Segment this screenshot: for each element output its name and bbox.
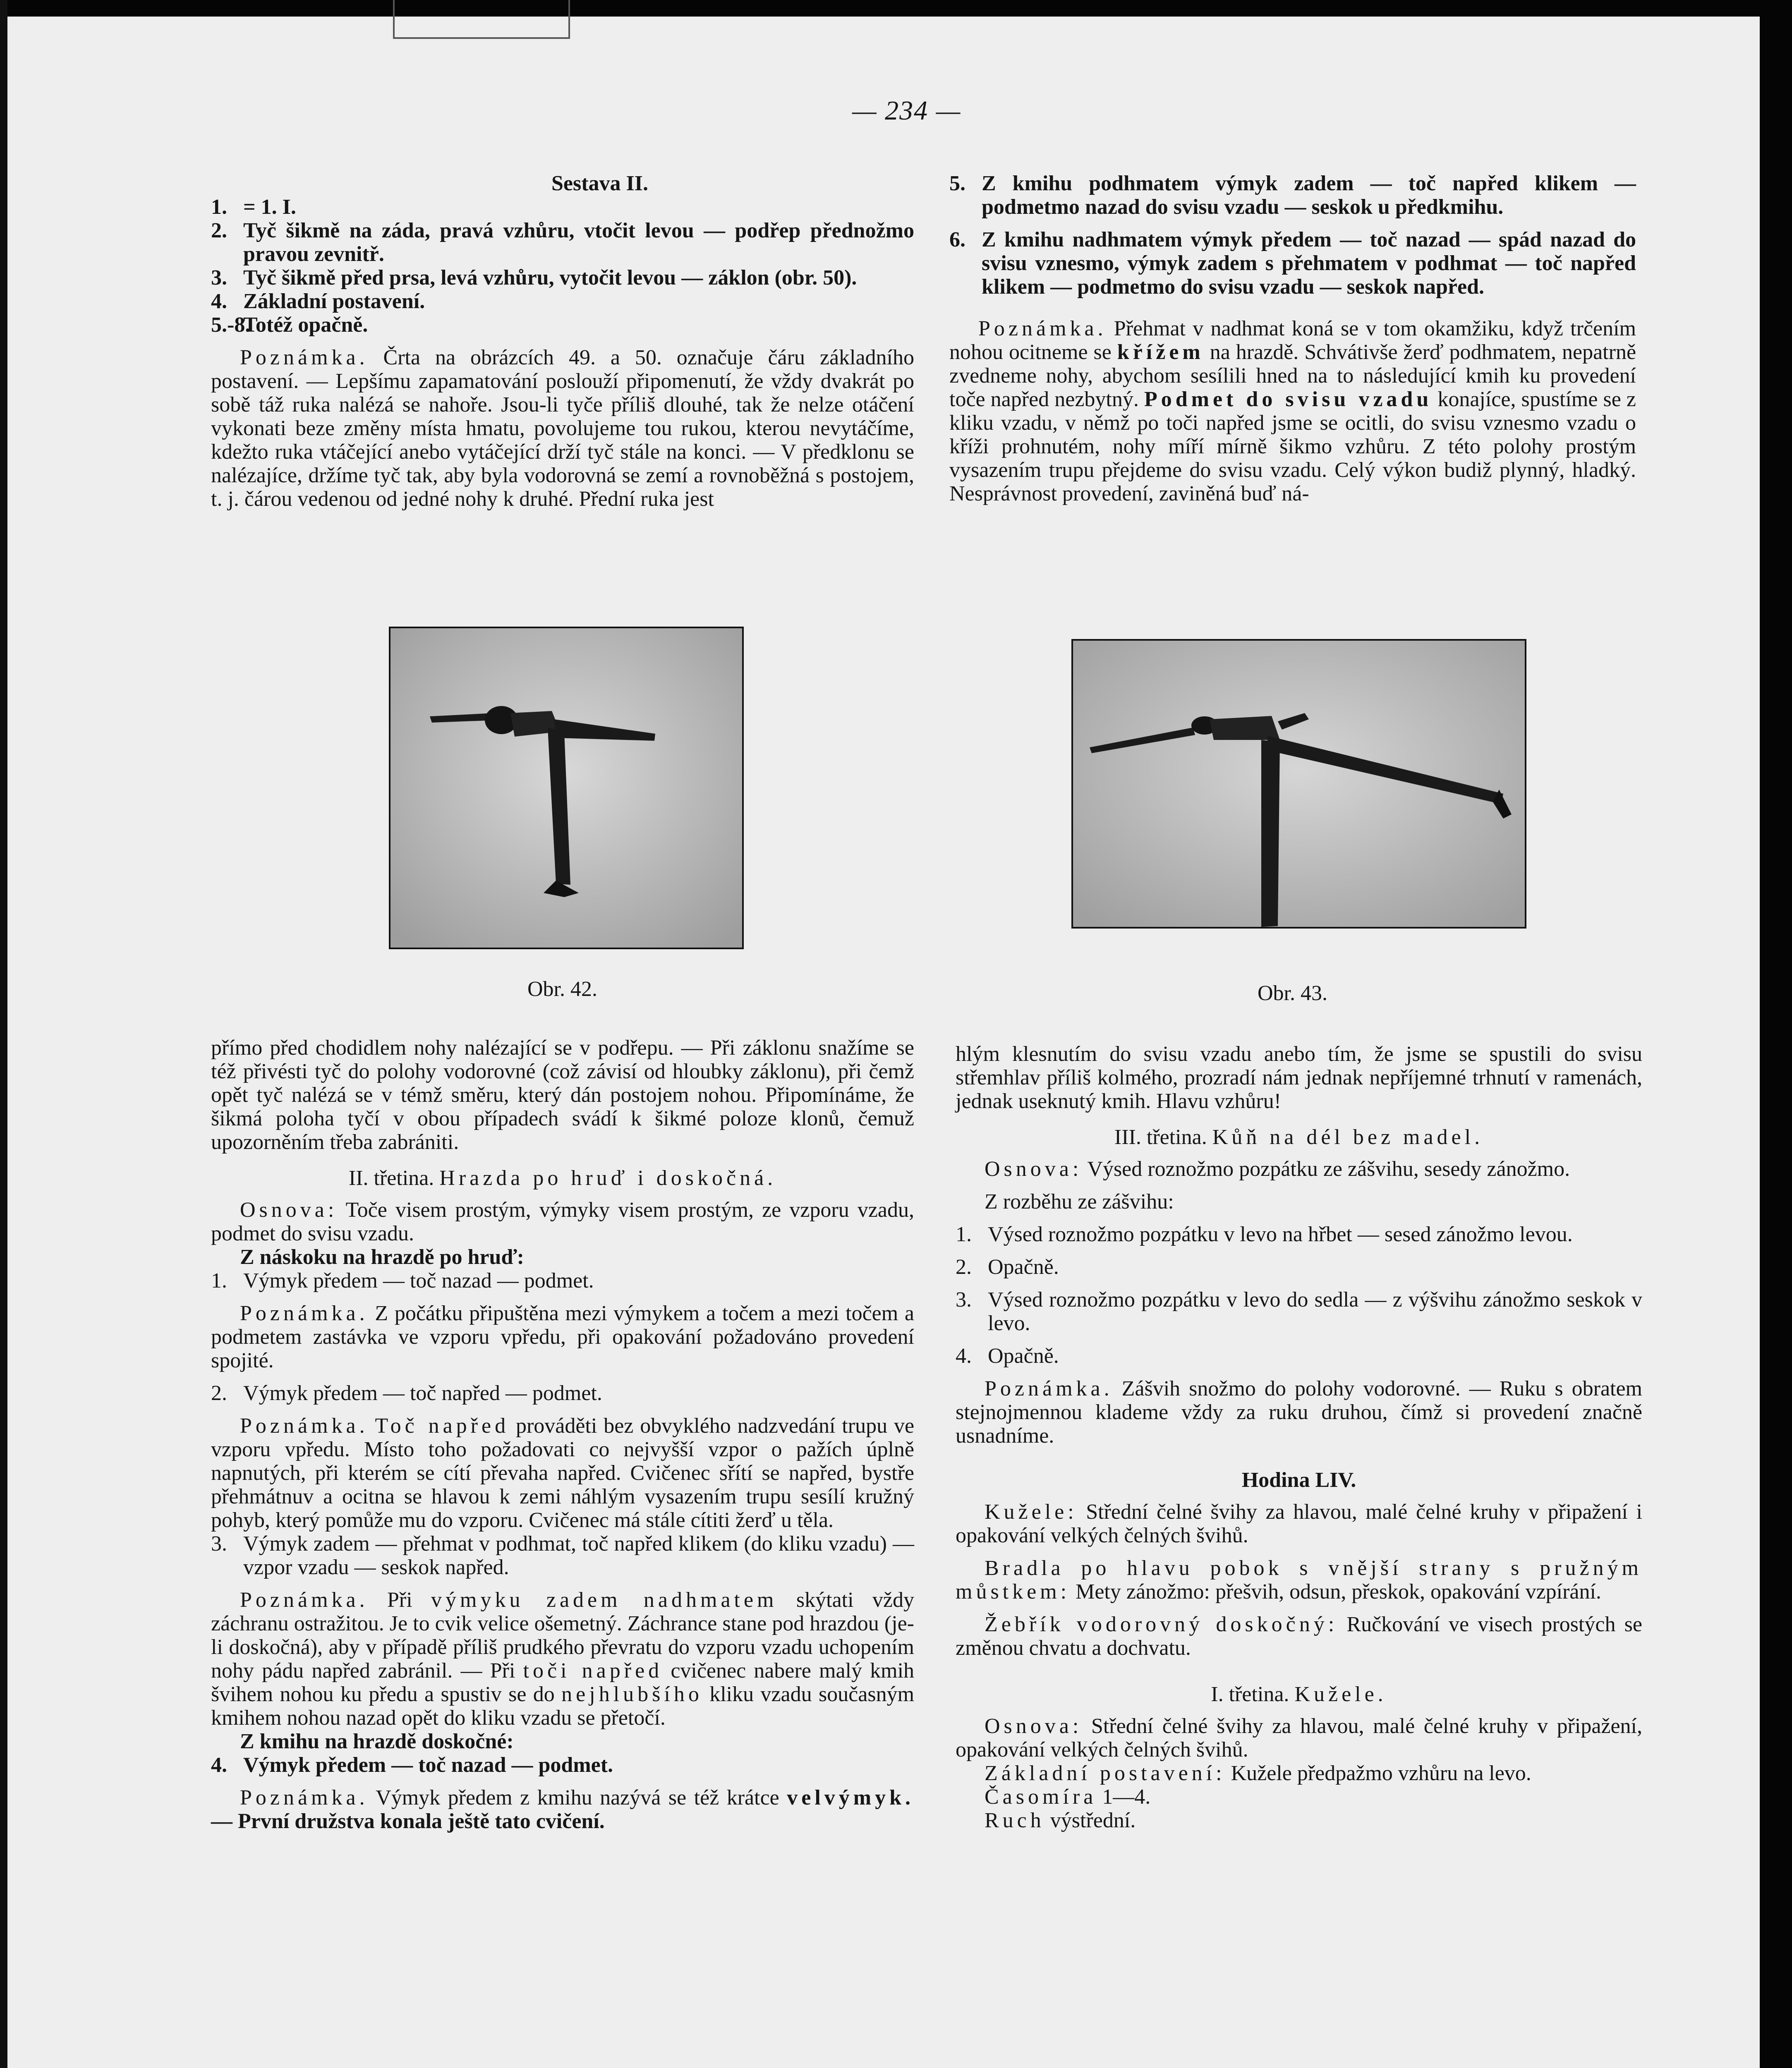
item-text: Výsed roznožmo pozpátku v levo na hřbet — sesed zánožmo levou. (988, 1223, 1573, 1246)
section-heading (211, 1166, 914, 1190)
osnova-paragraph (211, 1198, 914, 1245)
item-num: 5.-8. (211, 313, 251, 337)
item-num: 4. (956, 1344, 972, 1368)
item-text: Základní postavení. (243, 290, 425, 313)
note-text: prováděti bez obvyklého nadzvedání trupu ve vzporu vpředu. Místo toho požadovati co nejvyšší vzpor o pažích úplně napnutých, při kterém se cítí převaha napřed. Cvičenec sřítí se napřed, bystře přehmátnuv a ocitna se hlavou k zemi náhlým vysazením trupu sesílí kružný pohyb, který pomůže mu do vzporu. Cvičenec má stále cítiti žerď u těla. (211, 1414, 915, 1532)
note-paragraph (211, 1588, 914, 1730)
gymnast-figure-43 (1073, 641, 1525, 927)
note-paragraph (211, 346, 914, 511)
casomira-line (956, 1785, 1642, 1809)
lesson-item-label: Bradla po hlavu pobok s vnější strany s pružným můstkem: (956, 1556, 1642, 1604)
zaklad-text: Kužele předpažmo vzhůru na levo. (1231, 1762, 1531, 1785)
osnova-label: Osnova: (240, 1198, 338, 1222)
list-item (949, 228, 1636, 299)
item-num: 2. (211, 1381, 227, 1405)
section-title: Hrazda po hruď i doskočná. (439, 1166, 777, 1190)
lesson-title: Hodina LIV. (1241, 1468, 1356, 1492)
ruch-label: Ruch (985, 1809, 1045, 1832)
note-text: Črta na obrázcích 49. a 50. označuje čáru základního postavení. — Lepšímu zapamatování poslouží připomenutí, že vždy dvakrát po sobě táž ruka nalézá se nahoře. Jsou-li tyče příliš dlouhé, tak že nelze otáčení vykonati beze změny místa hmatu, povolujeme tou rukou, kterou nevytáčíme, kdežto ruka vtáčející anebo vytáčející drží tyč stále na konci. — V předklonu se nalézajíce, držíme tyč tak, aby byla vodorovná se zemí a rovnoběžná s postojem, t. j. čárou vedenou od jedné nohy k druhé. Přední ruka jest (211, 346, 915, 511)
note-text: Výmyk předem z kmihu nazývá se též krátce (376, 1786, 779, 1810)
figure-43-caption: Obr. 43. (1258, 981, 1327, 1005)
zaklad-paragraph (956, 1762, 1642, 1785)
osnova-text: Toče visem prostým, výmyky visem prostým, ze vzporu vzadu, podmet do svisu vzadu. (211, 1198, 914, 1245)
left-bottom-column (211, 1036, 914, 1833)
section-title-sestava: Sestava II. (551, 172, 649, 195)
scan-border-top (0, 0, 1792, 17)
item-text: Výmyk předem — toč nazad — podmet. (243, 1269, 594, 1292)
list-item (949, 172, 1636, 219)
note-emphasis: toči napřed (523, 1659, 663, 1683)
list-item (211, 313, 914, 337)
item-text: Tyč šikmě před prsa, levá vzhůru, vytočit levou — záklon (obr. 50). (243, 266, 857, 290)
note-text: Při (387, 1588, 412, 1612)
subheading: Z rozběhu ze zášvihu: (985, 1190, 1174, 1214)
section-heading (956, 1683, 1642, 1706)
osnova-label: Osnova: (985, 1157, 1083, 1181)
lesson-item-text: Ručkování ve visech prostých se změnou chvatu a dochvatu. (956, 1613, 1642, 1660)
note-text: skýtati vždy záchranu ostražitou. Je to cvik velice ošemetný. Záchrance stane pod hrazdou (je-li doskočná), aby v případě příliš prudkého převratu do vzporu vzadu uchopením nohy pádu napřed zabránil. — Při (211, 1588, 915, 1683)
item-text: Opačně. (988, 1344, 1059, 1368)
note-paragraph (211, 1302, 914, 1372)
item-text: Z kmihu nadhmatem výmyk předem — toč nazad — spád nazad do svisu vznesmo, výmyk zadem s přehmatem v podhmat — toč napřed klikem — podmetmo do svisu vzadu — seskok napřed. (982, 228, 1636, 299)
note-label: Poznámka. (240, 1302, 369, 1325)
lesson-item-text: Mety zánožmo: přešvih, odsun, přeskok, opakování vzpírání. (1076, 1580, 1601, 1604)
section-prefix: III. třetina. (1114, 1125, 1207, 1149)
section-title: Kužele. (1294, 1683, 1387, 1706)
figure-42-caption: Obr. 42. (527, 977, 597, 1001)
note-text: Přehmat v nadhmat koná se v tom okamžiku, když trčením nohou ocitneme se (949, 317, 1636, 364)
note-emphasis: velvýmyk. (787, 1786, 914, 1810)
note-emphasis: křížem (1117, 340, 1204, 364)
osnova-paragraph (956, 1157, 1642, 1181)
list-item (211, 195, 914, 219)
note-text: Z počátku připuštěna mezi výmykem a točem a mezi točem a podmetem zastávka ve vzporu vpředu, při opakování požadováno provedení spojité. (211, 1302, 915, 1372)
lesson-item (956, 1613, 1642, 1660)
note-text: kliku vzadu současným kmihem nohou nazad opět do kliku vzadu se přetočí. (211, 1683, 915, 1730)
note-emphasis: Podmet do svisu vzadu (1144, 388, 1433, 411)
item-text: Z kmihu podhmatem výmyk zadem — toč napřed klikem — podmetmo nazad do svisu vzadu — seskok u předkmihu. (982, 172, 1636, 219)
lesson-item-label: Kužele: (985, 1500, 1078, 1524)
exercise-item (211, 1381, 914, 1405)
exercise-item (956, 1223, 1642, 1246)
osnova-label: Osnova: (985, 1714, 1083, 1738)
item-text: Tyč šikmě na záda, pravá vzhůru, vtočit levou — podřep přednožmo pravou zevnitř. (243, 219, 914, 266)
page-number: — 234 — (852, 96, 961, 126)
note-text: Zášvih snožmo do polohy vodorovné. — Ruku s obratem stejnojmennou klademe vždy za ruku druhou, čímž si provedení značně usnadníme. (956, 1377, 1642, 1448)
item-text: Totéž opačně. (243, 313, 368, 337)
item-num: 2. (956, 1255, 972, 1279)
list-item (211, 219, 914, 266)
item-text: = 1. I. (243, 195, 296, 219)
note-label: Poznámka. (240, 1786, 369, 1810)
figure-43-photo (1071, 639, 1526, 929)
note-text: na hrazdě. Schvátivše žerď podhmatem, nepatrně zvedneme nohy, abychom sesílili hned na to následující kmih ku provedení toče napřed nezbytný. (949, 340, 1636, 411)
note-text: — První družstva konala ještě tato cvičení. (211, 1810, 605, 1833)
note-text: konajíce, spustíme se z kliku vzadu, v němž po toči napřed jsme se ocitli, do svisu vznesmo vzadu o kříži prohnutém, nohy míří mírně šikmo vzhůru. Z této polohy prostým vysazením trupu přejdeme do svisu vzadu. Celý výkon budiž plynný, hladký. Nesprávnost provedení, zaviněná buď ná- (949, 388, 1636, 505)
item-text: Výmyk zadem — přehmat v podhmat, toč napřed klikem (do kliku vzadu) — vzpor vzadu — seskok napřed. (243, 1532, 914, 1579)
item-num: 2. (211, 219, 227, 242)
lesson-item (956, 1500, 1642, 1547)
item-text: Výmyk předem — toč napřed — podmet. (243, 1381, 602, 1405)
exercise-item (956, 1288, 1642, 1335)
item-num: 5. (949, 172, 965, 195)
scan-border-right (1760, 0, 1792, 2068)
item-num: 3. (211, 266, 227, 290)
exercise-item (956, 1344, 1642, 1368)
item-num: 1. (211, 1269, 227, 1292)
lesson-item-label: Žebřík vodorovný doskočný: (985, 1613, 1338, 1636)
list-item (211, 266, 914, 290)
casomira-text: 1—4. (1102, 1785, 1151, 1809)
scan-mark (393, 0, 570, 39)
item-num: 6. (949, 228, 965, 251)
lesson-item (956, 1556, 1642, 1604)
note-paragraph (211, 1786, 914, 1833)
continuation-paragraph: přímo před chodidlem nohy nalézající se v podřepu. — Při záklonu snažíme se též přivésti tyč do polohy vodorovné (což závisí od hloubky záklonu), při čemž opět tyč nalézá se v témž směru, který dán postojem nohou. Připomínáme, že šikmá poloha tyčí v obou případech svádí k šikmé poloze klonů, čemuž upozorněním třeba zabrániti. (211, 1036, 914, 1154)
ruch-line (956, 1809, 1642, 1832)
item-num: 4. (211, 290, 227, 313)
note-emphasis: nejhlubšího (561, 1683, 703, 1706)
item-text: Výsed roznožmo pozpátku v levo do sedla — z výšvihu zánožmo seskok v levo. (988, 1288, 1642, 1335)
exercise-item (956, 1255, 1642, 1279)
scan-border-left (0, 0, 7, 2068)
exercise-item (211, 1532, 914, 1579)
section-title: Kůň na dél bez madel. (1212, 1125, 1484, 1149)
note-label: Poznámka. (978, 317, 1107, 340)
figure-42-photo (389, 627, 744, 949)
item-num: 1. (211, 195, 227, 219)
section-heading (956, 1125, 1642, 1149)
note-emphasis: výmyku zadem nadhmatem (431, 1588, 778, 1612)
note-label: Poznámka. (240, 346, 369, 369)
subheading: Z kmihu na hrazdě doskočné: (240, 1730, 514, 1753)
exercise-item (211, 1269, 914, 1292)
exercise-item (211, 1753, 914, 1777)
continuation-paragraph: hlým klesnutím do svisu vzadu anebo tím, že jsme se spustili do svisu střemhlav příliš kolmého, prozradí nám jednak nepříjemné trhnutí v ramenách, jednak useknutý kmih. Hlavu vzhůru! (956, 1042, 1642, 1113)
gymnast-figure-42 (391, 628, 742, 948)
subheading: Z náskoku na hrazdě po hruď: (240, 1245, 524, 1269)
note-text: cvičenec nabere malý kmih švihem nohou ku předu a spustiv se do (211, 1659, 915, 1706)
note-label: Poznámka. (240, 1588, 369, 1612)
lesson-item-text: Střední čelné švihy za hlavou, malé čelné kruhy v připažení i opakování velkých čelných švihů. (956, 1500, 1643, 1547)
osnova-paragraph (956, 1714, 1642, 1762)
item-num: 4. (211, 1753, 227, 1777)
left-top-column (211, 172, 914, 511)
item-text: Výmyk předem — toč nazad — podmet. (243, 1753, 613, 1777)
note-paragraph (211, 1414, 914, 1532)
section-prefix: II. třetina. (348, 1166, 434, 1190)
section-prefix: I. třetina. (1211, 1683, 1289, 1706)
zaklad-label: Základní postavení: (985, 1762, 1226, 1785)
item-num: 3. (956, 1288, 972, 1312)
note-paragraph (956, 1377, 1642, 1448)
item-text: Opačně. (988, 1255, 1059, 1279)
casomira-label: Časomíra (985, 1785, 1097, 1809)
note-label: Poznámka. (985, 1377, 1113, 1400)
note-label: Poznámka. (240, 1414, 369, 1438)
item-num: 3. (211, 1532, 227, 1556)
right-bottom-column (956, 1042, 1642, 1832)
osnova-text: Výsed roznožmo pozpátku ze zášvihu, sesedy zánožmo. (1087, 1157, 1570, 1181)
list-item (211, 290, 914, 313)
osnova-text: Střední čelné švihy za hlavou, malé čelné kruhy v připažení, opakování velkých čelných švihů. (956, 1714, 1643, 1762)
note-paragraph (949, 317, 1636, 505)
right-top-column (949, 172, 1636, 505)
item-num: 1. (956, 1223, 972, 1246)
note-emphasis: Toč napřed (375, 1414, 510, 1438)
ruch-text: výstřední. (1050, 1809, 1136, 1832)
